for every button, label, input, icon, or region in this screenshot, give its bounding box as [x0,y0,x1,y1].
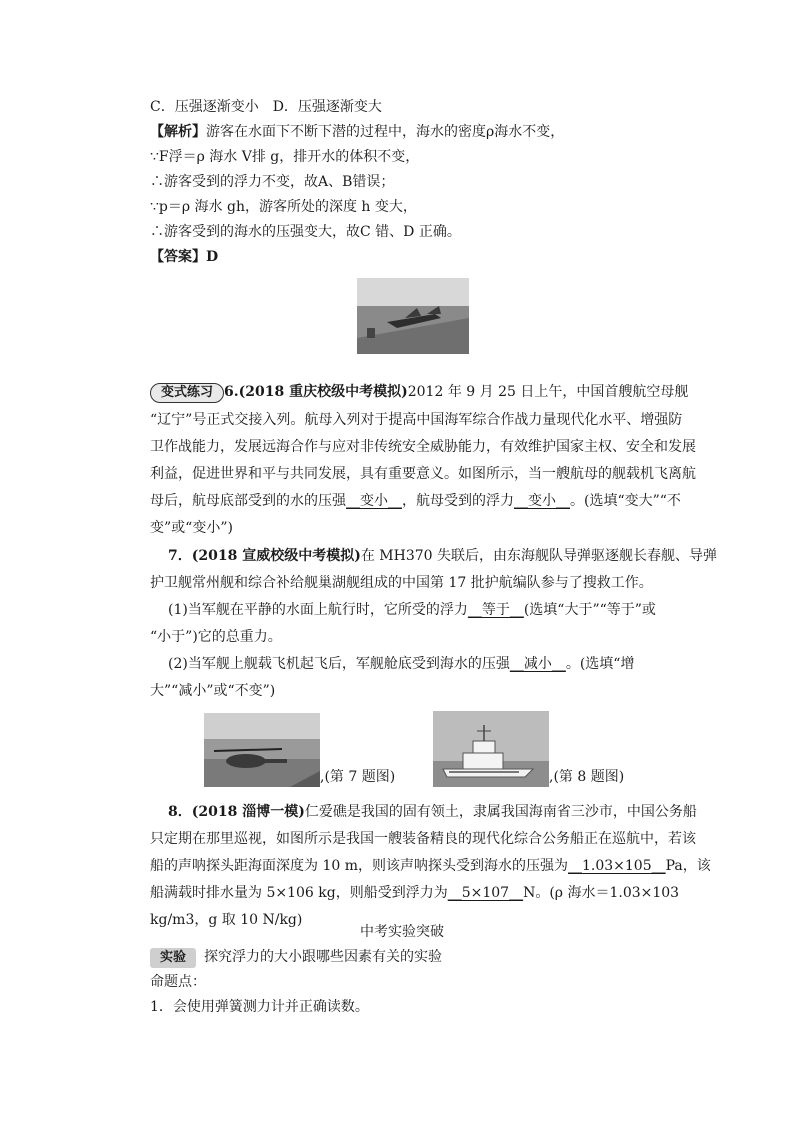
q7-line2: 护卫舰常州舰和综合补给舰巢湖舰组成的中国第 17 批护航编队参与了搜救工作。 [150,575,653,591]
carrier-jet-image [357,278,469,354]
experiment-badge: 实验 [150,948,196,968]
q6-line5-pre: 母后，航母底部受到的水的压强 [150,493,346,509]
q8-line2: 只定期在那里巡视，如图所示是我国一艘装备精良的现代化综合公务船正在巡航中，若该 [150,831,696,847]
fig8-caption: ,(第 8 题图) [549,769,625,785]
q6-line5 [150,491,681,511]
q6-source: (2018 重庆校级中考模拟) [238,384,408,400]
q7-text: 在 MH370 失联后，由东海舰队导弹驱逐舰长春舰、导弹 [360,548,718,564]
q8-line4 [150,883,679,903]
q8-answer-blank1: __1.03×105__ [568,858,666,874]
variant-practice-badge: 变式练习 [150,383,224,403]
q8-line3 [150,856,711,876]
q7-answer-blank2: __减小__ [509,656,566,672]
q5-analysis-line2: ∵F浮＝ρ 海水 V排 g，排开水的体积不变， [150,149,420,165]
q7-answer-blank1: __等于__ [467,602,524,618]
q5-analysis-line1 [150,122,564,142]
helicopter-deck-image [204,713,320,787]
q7-source: (2018 宣威校级中考模拟) [191,548,361,564]
section-title: 中考实验突破 [360,924,444,940]
experiment-heading [150,947,442,968]
q6-line1 [150,382,688,403]
q8-text: 仁爱礁是我国的固有领土，隶属我国海南省三沙市，中国公务船 [304,804,697,820]
q6-line2: “辽宁”号正式交接入列。航母入列对于提高中国海军综合作战力量现代化水平、增强防 [150,412,683,428]
q7-sub2 [168,654,634,674]
q5-analysis-line5: ∴游客受到的海水的压强变大，故C 错、D 正确。 [150,224,461,240]
q5-answer: 【答案】D [150,249,219,265]
q7-line1 [168,546,717,566]
q8-line3-post: Pa，该 [665,858,711,874]
patrol-ship-image [433,711,549,787]
q6-number: 6. [224,384,239,400]
q6-line5-mid: ，航母受到的浮力 [402,493,514,509]
q7-number: 7． [168,548,192,564]
q6-line3: 卫作战能力，发展远海合作与应对非传统安全威胁能力，有效维护国家主权、安全和发展 [150,439,696,455]
q7-sub2-line2: 大”“减小”或“不变”) [150,683,276,699]
q8-number: 8． [168,804,192,820]
q8-answer-blank2: __5×107__ [447,885,524,901]
q5-analysis-line3: ∴游客受到的浮力不变，故A、B错误； [150,174,395,190]
fig7-caption: ,(第 7 题图) [320,769,396,785]
experiment-title: 探究浮力的大小跟哪些因素有关的实验 [204,949,443,965]
q6-line6: 变”或“变小”) [150,520,233,536]
q8-line4-post: N。(ρ 海水＝1.03×103 [523,885,680,901]
q7-sub1-line2: “小于”)它的总重力。 [150,629,282,645]
points-label: 命题点： [150,974,206,990]
q5-analysis-line4: ∵p＝ρ 海水 gh，游客所处的深度 h 变大， [150,199,417,215]
q6-answer-blank2: __变小__ [514,493,570,509]
q6-text: 2012 年 9 月 25 日上午，中国首艘航空母舰 [407,384,689,400]
q8-line3-pre: 船的声呐探头距海面深度为 10 m，则该声呐探头受到海水的压强为 [150,858,568,874]
q6-answer-blank1: __变小__ [346,493,402,509]
q6-line4: 利益，促进世界和平与共同发展，具有重要意义。如图所示，当一艘航母的舰载机飞离航 [150,466,696,482]
point-1: 1．会使用弹簧测力计并正确读数。 [150,999,369,1015]
q8-line4-pre: 船满载时排水量为 5×106 kg，则船受到浮力为 [150,885,448,901]
q7-sub2-post: 。(选填“增 [565,656,635,672]
q8-line1 [168,802,697,822]
q6-line5-post: 。(选填“变大”“不 [570,493,681,509]
carrier-jet-photo [357,278,469,354]
q8-source: (2018 淄博一模) [191,804,305,820]
q7-sub1-pre: (1)当军舰在平静的水面上航行时，它所受的浮力 [168,602,468,618]
fig7-photo [204,713,320,787]
q7-sub1-post: (选填“大于”“等于”或 [523,602,656,618]
analysis-text: 游客在水面下不断下潜的过程中，海水的密度ρ海水不变， [206,124,565,140]
q5-options: C．压强逐渐变小 D．压强逐渐变大 [150,99,382,115]
q7-sub2-pre: (2)当军舰上舰载飞机起飞后，军舰舱底受到海水的压强 [168,656,510,672]
analysis-tag: 【解析】 [150,124,206,140]
q8-line5: kg/m3，g 取 10 N/kg) [150,912,303,928]
q7-sub1 [168,600,656,620]
fig8-photo [433,711,549,787]
